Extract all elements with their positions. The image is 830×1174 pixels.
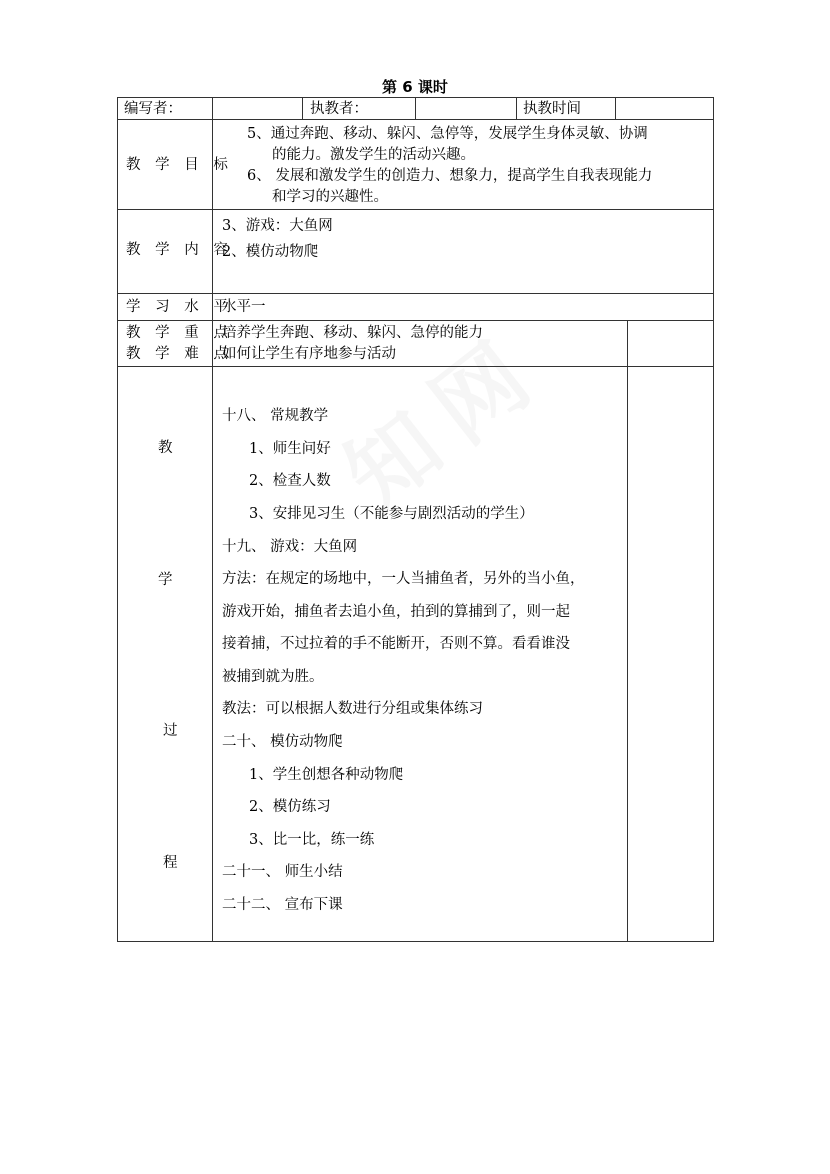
process-line: 教法：可以根据人数进行分组或集体练习	[222, 701, 483, 717]
content-label: 教 学 内 容	[126, 242, 233, 258]
process-line: 十九、 游戏：大鱼网	[222, 539, 358, 555]
difficulties-label: 教 学 难 点	[126, 346, 233, 362]
col-divider	[516, 97, 517, 120]
content-item: 2、模仿动物爬	[222, 244, 319, 260]
row-divider	[117, 209, 714, 210]
process-line: 游戏开始，捕鱼者去追小鱼，拍到的算捕到了，则一起	[222, 604, 570, 620]
level-label: 学 习 水 平	[126, 299, 233, 315]
process-line: 3、比一比，练一练	[249, 832, 375, 848]
row-divider	[117, 366, 714, 367]
process-line: 二十二、 宣布下课	[222, 897, 343, 913]
col-divider	[302, 97, 303, 120]
process-line: 被捕到就为胜。	[222, 669, 324, 685]
objectives-line: 6、 发展和激发学生的创造力、想象力，提高学生自我表现能力	[247, 168, 653, 184]
process-line: 方法：在规定的场地中，一人当捕鱼者，另外的当小鱼，	[222, 571, 585, 587]
process-label-char: 教	[158, 440, 173, 456]
content-item: 3、游戏：大鱼网	[222, 218, 333, 234]
time-label: 执教时间	[523, 101, 581, 117]
author-label: 编写者：	[124, 101, 182, 117]
col-divider	[212, 97, 213, 120]
page-title: 第 6 课时	[382, 78, 448, 96]
teacher-label: 执教者：	[310, 101, 368, 117]
process-line: 2、检查人数	[249, 473, 331, 489]
objectives-label: 教 学 目 标	[126, 157, 233, 173]
objectives-line: 的能力。激发学生的活动兴趣。	[272, 147, 475, 163]
objectives-line: 5、通过奔跑、移动、躲闪、急停等，发展学生身体灵敏、协调	[247, 126, 648, 142]
key-points-label: 教 学 重 点	[126, 325, 233, 341]
process-line: 十八、 常规教学	[222, 408, 329, 424]
process-label-char: 过	[163, 723, 178, 739]
process-line: 3、安排见习生（不能参与剧烈活动的学生）	[249, 506, 534, 522]
process-line: 1、师生问好	[249, 441, 331, 457]
process-line: 1、学生创想各种动物爬	[249, 767, 404, 783]
col-divider	[615, 97, 616, 120]
process-line: 接着捕，不过拉着的手不能断开，否则不算。看看谁没	[222, 636, 570, 652]
row-divider	[117, 293, 714, 294]
col-divider	[627, 320, 628, 942]
level-value: 水平一	[222, 299, 266, 315]
objectives-line: 和学习的兴趣性。	[272, 189, 388, 205]
process-line: 二十、 模仿动物爬	[222, 734, 343, 750]
process-line: 2、模仿练习	[249, 799, 331, 815]
difficulties-value: 如何让学生有序地参与活动	[222, 346, 396, 362]
col-divider	[415, 97, 416, 120]
key-points-value: 培养学生奔跑、移动、躲闪、急停的能力	[222, 325, 483, 341]
row-divider	[117, 320, 714, 321]
process-label-char: 程	[163, 855, 178, 871]
process-line: 二十一、 师生小结	[222, 864, 343, 880]
process-label-char: 学	[158, 572, 173, 588]
